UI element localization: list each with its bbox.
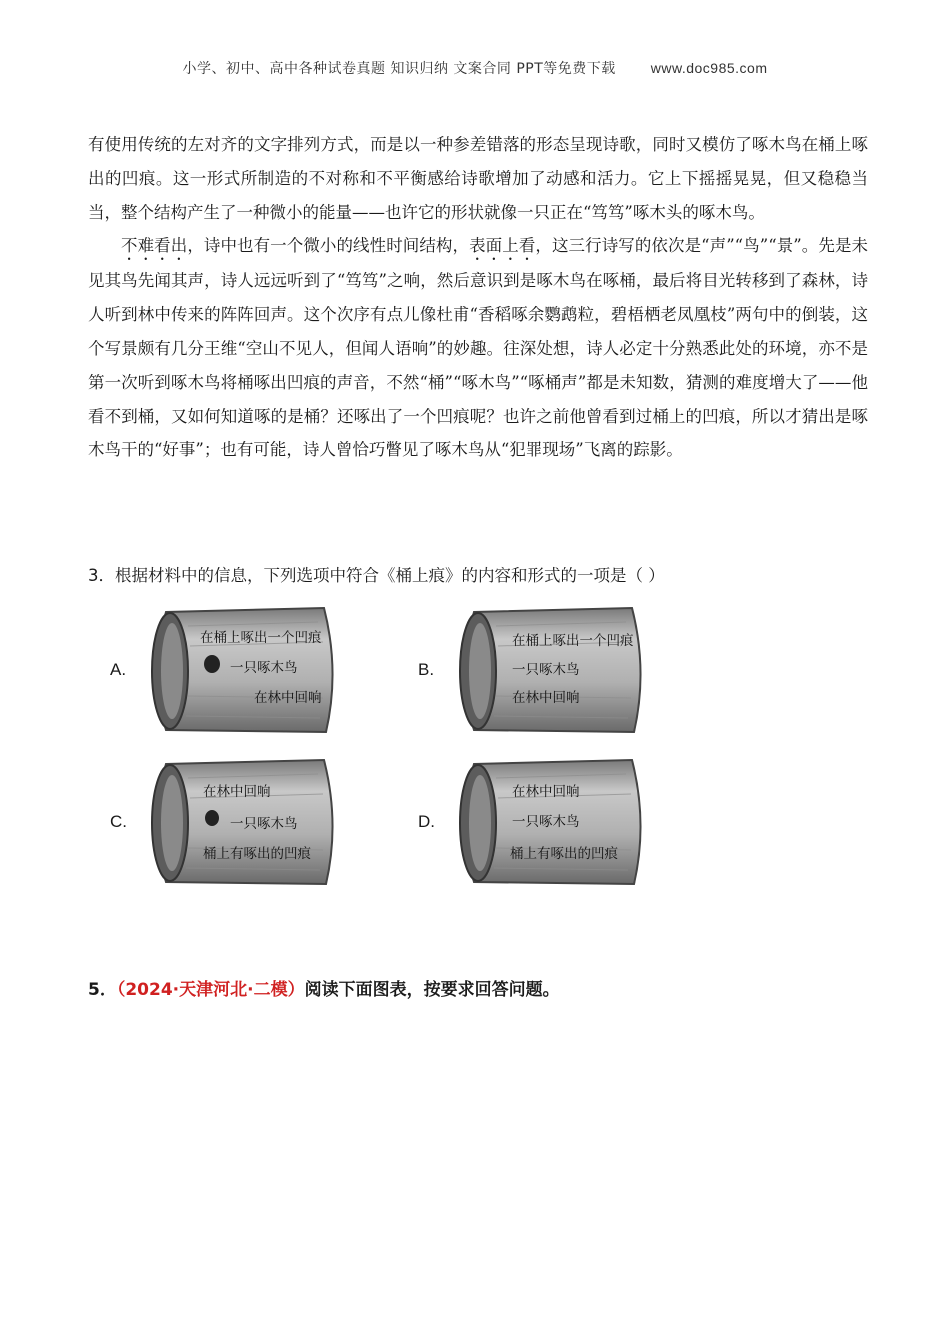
barrel-a-line-3: 在林中回响 [254, 690, 322, 706]
barrel-b-line-3: 在林中回响 [512, 690, 580, 706]
option-c-label[interactable]: C. [110, 812, 127, 831]
paragraph-1: 有使用传统的左对齐的文字排列方式，而是以一种参差错落的形态呈现诗歌，同时又模仿了啄木鸟在桶上啄出的凹痕。这一形式所制造的不对称和不平衡感给诗歌增加了动感和活力。它上下摇摇晃晃，但又稳稳当当，整个结构产生了一种微小的能量——也许它的形状就像一只正在“笃笃”啄木头的啄木鸟。 [88, 135, 868, 222]
header-url[interactable]: www.doc985.com [650, 60, 768, 76]
barrel-b-line-1: 在桶上啄出一个凹痕 [512, 633, 634, 649]
barrel-c-line-3: 桶上有啄出的凹痕 [203, 846, 311, 862]
emphasis-text-2: 表面上看 [469, 236, 536, 256]
barrel-d-line-3: 桶上有啄出的凹痕 [510, 846, 618, 862]
page-header [0, 58, 950, 78]
question-5 [88, 975, 560, 1000]
barrel-d-line-2: 一只啄木鸟 [512, 814, 580, 830]
emphasis-text-1: 不难看出 [121, 236, 188, 256]
paragraph-2-part-b: ，这三行诗写的依次是“声”“鸟”“景”。先是未见其鸟先闻其声，诗人远远听到了“笃笃”之响，然后意识到是啄木鸟在啄桶，最后将目光转移到了森林，诗人听到林中传来的阵阵回声。这个次序有点儿像杜甫“香稻啄余鹦鹉粒，碧梧栖老凤凰枝”两句中的倒装，这个写景颇有几分王维“空山不见人，但闻人语响”的妙趣。往深处想，诗人必定十分熟悉此处的环境，亦不是第一次听到啄木鸟将桶啄出凹痕的声音，不然“桶”“啄木鸟”“啄桶声”都是未知数，猜测的难度增大了——他看不到桶，又如何知道啄的是桶？还啄出了一个凹痕呢？也许之前他曾看到过桶上的凹痕，所以才猜出是啄木鸟干的“好事”；也有可能，诗人曾恰巧瞥见了啄木鸟从“犯罪现场”飞离的踪影。 [88, 236, 869, 460]
barrel-a-line-1: 在桶上啄出一个凹痕 [200, 630, 322, 646]
option-d-label[interactable]: D. [418, 812, 435, 831]
question-5-source: （2024·天津河北·二模） [116, 980, 305, 1000]
barrel-d-line-1: 在林中回响 [512, 784, 580, 800]
question-3: 3．根据材料中的信息，下列选项中符合《桶上痕》的内容和形式的一项是（ ） [88, 566, 665, 585]
paragraph-2 [88, 229, 868, 467]
barrel-b-line-2: 一只啄木鸟 [512, 662, 580, 678]
option-b-label[interactable]: B. [418, 660, 435, 679]
article-body [88, 128, 868, 467]
barrel-c-line-2: 一只啄木鸟 [230, 816, 298, 832]
option-a-label[interactable]: A. [110, 660, 127, 679]
question-5-text: 阅读下面图表，按要求回答问题。 [304, 980, 560, 1000]
paragraph-2-part-a: ，诗中也有一个微小的线性时间结构， [187, 236, 470, 256]
question-5-number: 5． [88, 980, 117, 1000]
barrel-a-line-2: 一只啄木鸟 [230, 660, 298, 676]
barrel-c-line-1: 在林中回响 [203, 784, 271, 800]
header-text: 小学、初中、高中各种试卷真题 知识归纳 文案合同 PPT等免费下载 [182, 61, 616, 77]
